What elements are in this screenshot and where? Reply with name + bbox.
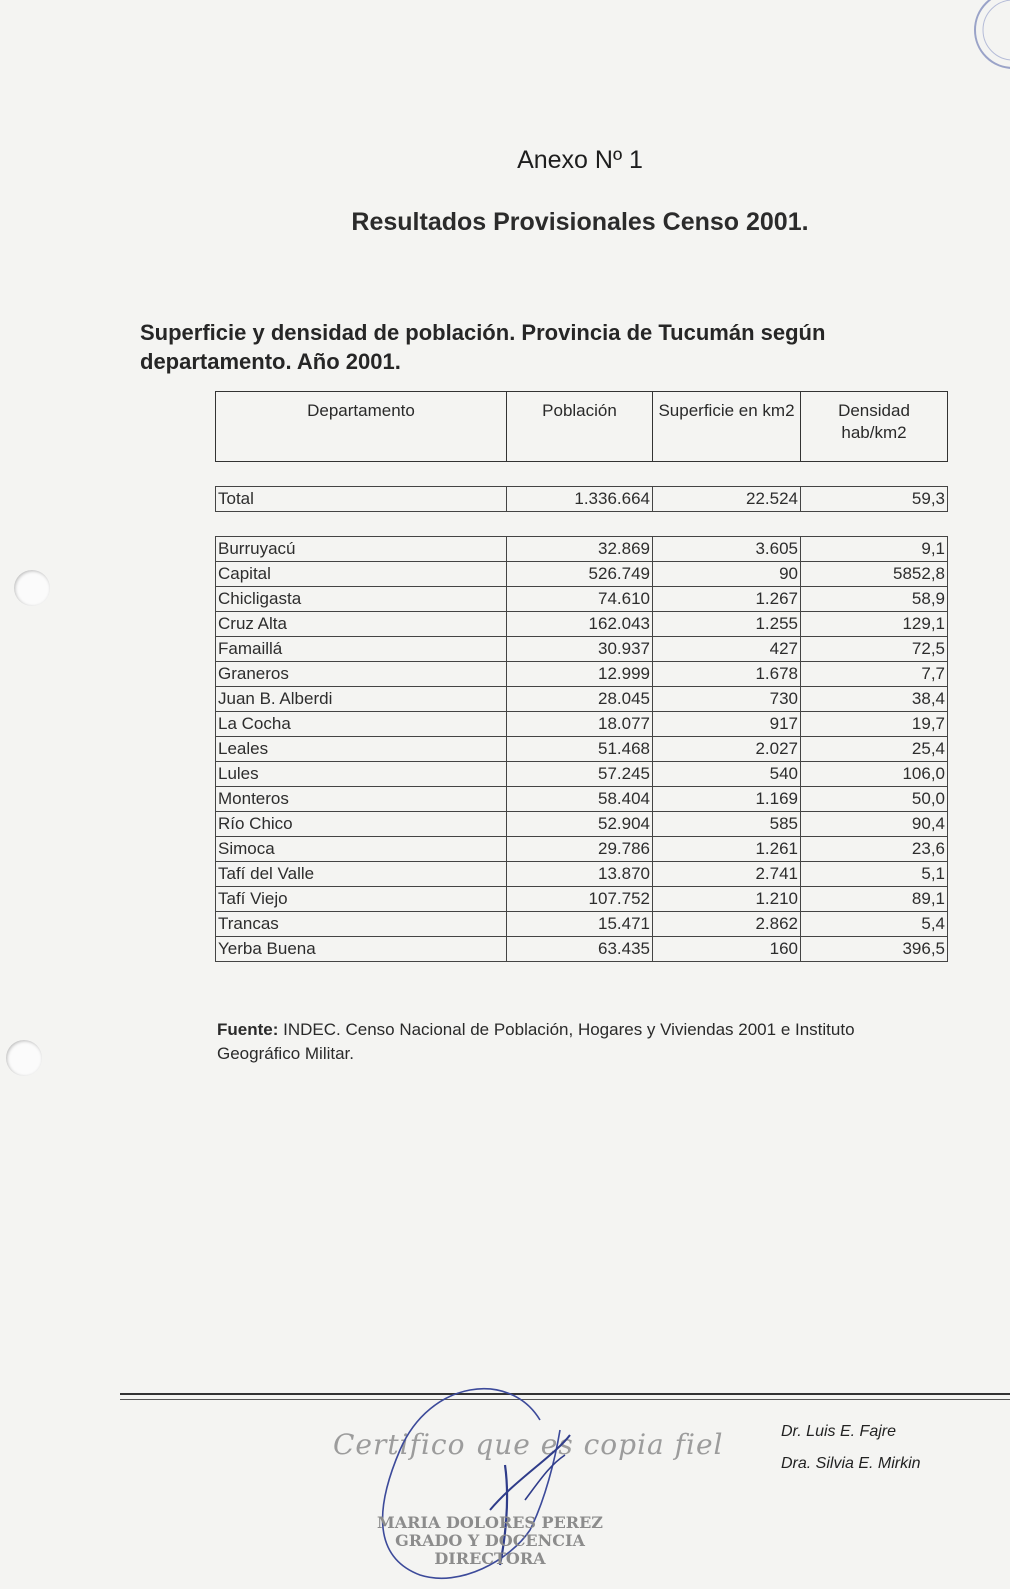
census-table [215,391,947,962]
dept-poblacion: 28.045 [507,687,653,712]
table-header-row [216,392,948,462]
dept-superficie: 427 [653,637,801,662]
dept-name: Juan B. Alberdi [216,687,507,712]
punch-hole [6,1040,42,1076]
dept-densidad: 5,4 [801,912,948,937]
table-row [216,712,948,737]
dept-name: Famaillá [216,637,507,662]
dept-poblacion: 30.937 [507,637,653,662]
source-text: INDEC. Censo Nacional de Población, Hogares y Viviendas 2001 e Instituto Geográfico Militar. [217,1020,855,1063]
total-superficie: 22.524 [653,487,801,512]
dept-poblacion: 51.468 [507,737,653,762]
dept-name: Tafí Viejo [216,887,507,912]
table-row [216,912,948,937]
table-row [216,787,948,812]
table-row [216,887,948,912]
dept-name: Tafí del Valle [216,862,507,887]
table-row [216,937,948,962]
dept-superficie: 1.267 [653,587,801,612]
dept-poblacion: 29.786 [507,837,653,862]
total-poblacion: 1.336.664 [507,487,653,512]
corner-stamp-icon [968,0,1010,80]
total-name: Total [216,487,507,512]
total-densidad: 59,3 [801,487,948,512]
dept-densidad: 106,0 [801,762,948,787]
dept-poblacion: 52.904 [507,812,653,837]
header-departamento: Departamento [216,392,507,462]
dept-poblacion: 526.749 [507,562,653,587]
dept-superficie: 2.862 [653,912,801,937]
dept-name: Simoca [216,837,507,862]
dept-poblacion: 57.245 [507,762,653,787]
dept-superficie: 585 [653,812,801,837]
total-row [216,487,948,512]
table-row [216,812,948,837]
dept-name: Monteros [216,787,507,812]
dept-name: Leales [216,737,507,762]
table-row [216,837,948,862]
dept-poblacion: 162.043 [507,612,653,637]
dept-name: Graneros [216,662,507,687]
department-rows [216,537,948,962]
table-row [216,687,948,712]
header-superficie: Superficie en km2 [653,392,801,462]
table-row [216,662,948,687]
dept-poblacion: 15.471 [507,912,653,937]
dept-densidad: 58,9 [801,587,948,612]
punch-hole [14,570,50,606]
dept-superficie: 1.255 [653,612,801,637]
dept-poblacion: 107.752 [507,887,653,912]
dept-superficie: 90 [653,562,801,587]
dept-superficie: 540 [653,762,801,787]
dept-superficie: 3.605 [653,537,801,562]
signers-block [781,1416,921,1480]
dept-superficie: 1.210 [653,887,801,912]
dept-densidad: 38,4 [801,687,948,712]
source-label: Fuente: [217,1020,279,1039]
table-row [216,637,948,662]
dept-name: Trancas [216,912,507,937]
dept-densidad: 23,6 [801,837,948,862]
dept-superficie: 160 [653,937,801,962]
header-poblacion: Población [507,392,653,462]
annex-title: Anexo Nº 1 [517,146,643,174]
dept-superficie: 2.741 [653,862,801,887]
dept-name: Chicligasta [216,587,507,612]
stamp-dept: GRADO Y DOCENCIA [395,1531,585,1550]
dept-superficie: 1.678 [653,662,801,687]
dept-name: Burruyacú [216,537,507,562]
dept-poblacion: 12.999 [507,662,653,687]
table-row [216,862,948,887]
dept-name: Cruz Alta [216,612,507,637]
main-title: Resultados Provisionales Censo 2001. [351,208,809,236]
dept-poblacion: 58.404 [507,787,653,812]
dept-superficie: 917 [653,712,801,737]
dept-densidad: 5852,8 [801,562,948,587]
dept-poblacion: 13.870 [507,862,653,887]
stamp-name: MARIA DOLORES PEREZ [377,1513,603,1532]
table-row [216,612,948,637]
dept-densidad: 25,4 [801,737,948,762]
dept-densidad: 5,1 [801,862,948,887]
dept-densidad: 89,1 [801,887,948,912]
certify-stamp: Certifico que es copia fiel [333,1428,724,1461]
dept-poblacion: 18.077 [507,712,653,737]
table-subtitle: Superficie y densidad de población. Provincia de Tucumán según departamento. Año 2001. [140,320,826,374]
dept-densidad: 9,1 [801,537,948,562]
dept-name: La Cocha [216,712,507,737]
dept-name: Yerba Buena [216,937,507,962]
dept-densidad: 129,1 [801,612,948,637]
spacer-row [216,512,948,537]
signer-1: Dr. Luis E. Fajre [781,1423,896,1440]
dept-superficie: 2.027 [653,737,801,762]
dept-densidad: 19,7 [801,712,948,737]
table-row [216,737,948,762]
dept-superficie: 1.169 [653,787,801,812]
dept-superficie: 730 [653,687,801,712]
dept-name: Lules [216,762,507,787]
table-row [216,587,948,612]
source-note [217,1018,937,1066]
official-stamp [360,1514,620,1568]
spacer-row [216,462,948,487]
dept-superficie: 1.261 [653,837,801,862]
table-row [216,562,948,587]
dept-poblacion: 63.435 [507,937,653,962]
table-row [216,537,948,562]
dept-poblacion: 32.869 [507,537,653,562]
header-densidad: Densidad hab/km2 [801,392,948,462]
dept-densidad: 72,5 [801,637,948,662]
dept-poblacion: 74.610 [507,587,653,612]
dept-densidad: 7,7 [801,662,948,687]
dept-densidad: 50,0 [801,787,948,812]
table-row [216,762,948,787]
dept-name: Capital [216,562,507,587]
dept-name: Río Chico [216,812,507,837]
stamp-role: DIRECTORA [434,1549,546,1568]
signer-2: Dra. Silvia E. Mirkin [781,1455,921,1472]
dept-densidad: 396,5 [801,937,948,962]
dept-densidad: 90,4 [801,812,948,837]
